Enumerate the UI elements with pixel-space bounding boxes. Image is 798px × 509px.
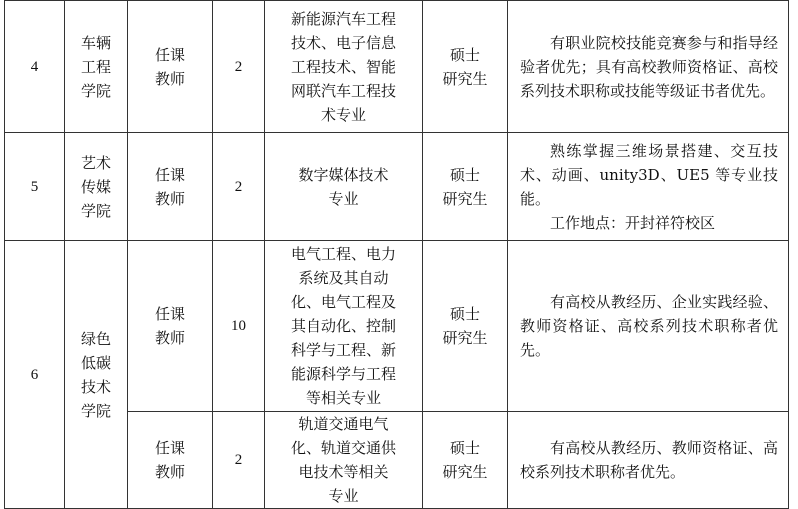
major-cell: 轨道交通电气 化、轨道交通供 电技术等相关 专业: [265, 412, 423, 509]
major-cell: 新能源汽车工程 技术、电子信息 工程技术、智能 网联汽车工程技 术专业: [265, 1, 423, 133]
count-cell: 10: [213, 241, 265, 412]
requirements-cell: 有职业院校技能竞赛参与和指导经验者优先；具有高校教师资格证、高校系列技术职称或技能等级证书者优先。: [508, 1, 789, 133]
row-number: 5: [5, 133, 65, 241]
count-cell: 2: [213, 1, 265, 133]
count-cell: 2: [213, 412, 265, 509]
requirements-cell: 有高校从教经历、教师资格证、高校系列技术职称者优先。: [508, 412, 789, 509]
major-cell: 数字媒体技术 专业: [265, 133, 423, 241]
position-cell: 任课 教师: [128, 133, 213, 241]
position-cell: 任课 教师: [128, 241, 213, 412]
recruitment-table: [4, 0, 789, 509]
college-cell: 绿色 低碳 技术 学院: [65, 241, 128, 509]
degree-cell: 硕士 研究生: [423, 1, 508, 133]
position-cell: 任课 教师: [128, 412, 213, 509]
college-cell: 艺术 传媒 学院: [65, 133, 128, 241]
degree-cell: 硕士 研究生: [423, 133, 508, 241]
major-cell: 电气工程、电力 系统及其自动 化、电气工程及 其自动化、控制 科学与工程、新 能源科学与工程 等相关专业: [265, 241, 423, 412]
requirements-cell: 熟练掌握三维场景搭建、交互技术、动画、unity3D、UE5 等专业技能。 工作地点：开封祥符校区: [508, 133, 789, 241]
college-cell: 车辆 工程 学院: [65, 1, 128, 133]
table-row: [5, 1, 789, 133]
row-number: 4: [5, 1, 65, 133]
count-cell: 2: [213, 133, 265, 241]
row-number: 6: [5, 241, 65, 509]
degree-cell: 硕士 研究生: [423, 241, 508, 412]
degree-cell: 硕士 研究生: [423, 412, 508, 509]
table-row: [5, 241, 789, 412]
requirements-cell: 有高校从教经历、企业实践经验、教师资格证、高校系列技术职称者优先。: [508, 241, 789, 412]
position-cell: 任课 教师: [128, 1, 213, 133]
table-row: [5, 133, 789, 241]
